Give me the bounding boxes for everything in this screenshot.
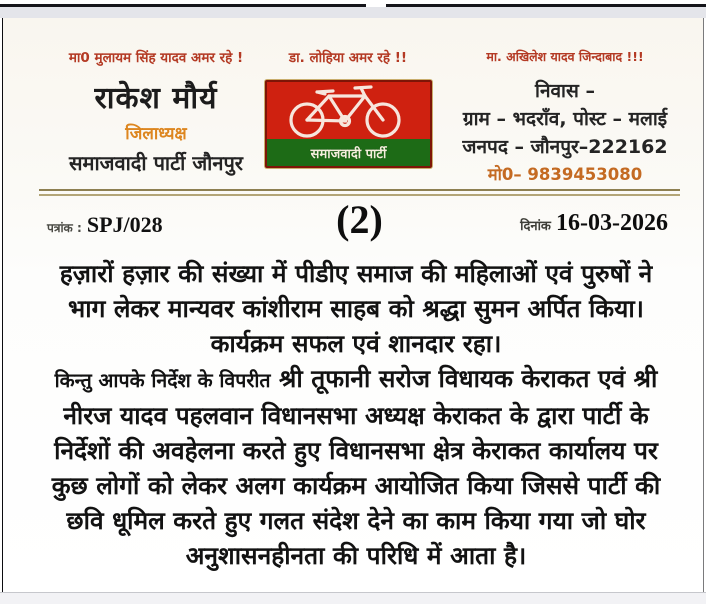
body-line: भाग लेकर मान्यवर कांशीराम साहब को श्रद्धा सुमन अर्पित किया। xyxy=(68,294,644,323)
photo-top-band xyxy=(0,7,706,18)
flag-green-band xyxy=(267,139,430,166)
letter-body xyxy=(21,256,691,573)
letter-paper xyxy=(3,18,703,592)
body-line: हज़ारों हज़ार की संख्या में पीडीए समाज की महिलाओं एवं पुरुषों ने xyxy=(59,259,653,288)
samajwadi-party-flag-logo xyxy=(265,80,432,168)
sender-designation: जिलाध्यक्ष xyxy=(125,124,187,144)
flag-party-name: समाजवादी पार्टी xyxy=(310,146,387,162)
body-line-lead: किन्तु आपके निर्देश के विपरीत xyxy=(54,369,271,392)
slogan-mulayam: मा0 मुलायम सिंह यादव अमर रहे ! xyxy=(68,50,244,66)
slogan-akhilesh: मा. अखिलेश यादव जिन्दाबाद !!! xyxy=(486,49,644,64)
letterhead-left-block xyxy=(41,48,271,176)
reference-number: SPJ/028 xyxy=(86,212,163,237)
residence-label: निवास – xyxy=(535,80,595,102)
letterhead-right-block xyxy=(441,48,689,185)
body-line: छवि धूमिल करते हुए गलत संदेश देने का काम किया गया जो घोर xyxy=(66,506,646,535)
date-label: दिनांक xyxy=(520,219,551,234)
reference-label: पत्रांक : xyxy=(47,221,82,235)
reference-row xyxy=(39,197,680,246)
letterhead-divider-rule xyxy=(39,189,680,196)
bicycle-icon xyxy=(277,84,420,139)
slogan-lohia: डा. लोहिया अमर रहे !! xyxy=(288,50,408,66)
body-line: नीरज यादव पहलवान विधानसभा अध्यक्ष केराकत के द्वारा पार्टी के xyxy=(63,401,649,430)
sender-name: राकेश मौर्य xyxy=(94,81,218,116)
address-line-2: जनपद – जौनपुर–222162 xyxy=(462,136,668,158)
date-group xyxy=(520,210,668,237)
photo-bottom-band xyxy=(0,593,706,604)
body-line: अनुशासनहीनता की परिधि में आता है। xyxy=(185,541,527,570)
body-line: निर्देशों की अवहेलना करते हुए विधानसभा क्षेत्र केराकत कार्यालय पर xyxy=(54,436,658,465)
body-line xyxy=(21,361,691,398)
date-value: 16-03-2026 xyxy=(556,210,668,236)
body-line-rest: श्री तूफानी सरोज विधायक केराकत एवं श्री xyxy=(279,364,658,393)
letterhead-center-block xyxy=(253,48,443,162)
body-line: कार्यक्रम सफल एवं शानदार रहा। xyxy=(210,329,502,358)
sender-organization: समाजवादी पार्टी जौनपुर xyxy=(69,151,243,175)
page-number: (2) xyxy=(336,197,383,242)
mobile-number: मो0– 9839453080 xyxy=(487,165,643,184)
body-line: कुछ लोगों को लेकर अलग कार्यक्रम आयोजित किया जिससे पार्टी की xyxy=(51,471,661,500)
address-line-1: ग्राम – भदराँव, पोस्ट – मलाई xyxy=(462,108,668,130)
